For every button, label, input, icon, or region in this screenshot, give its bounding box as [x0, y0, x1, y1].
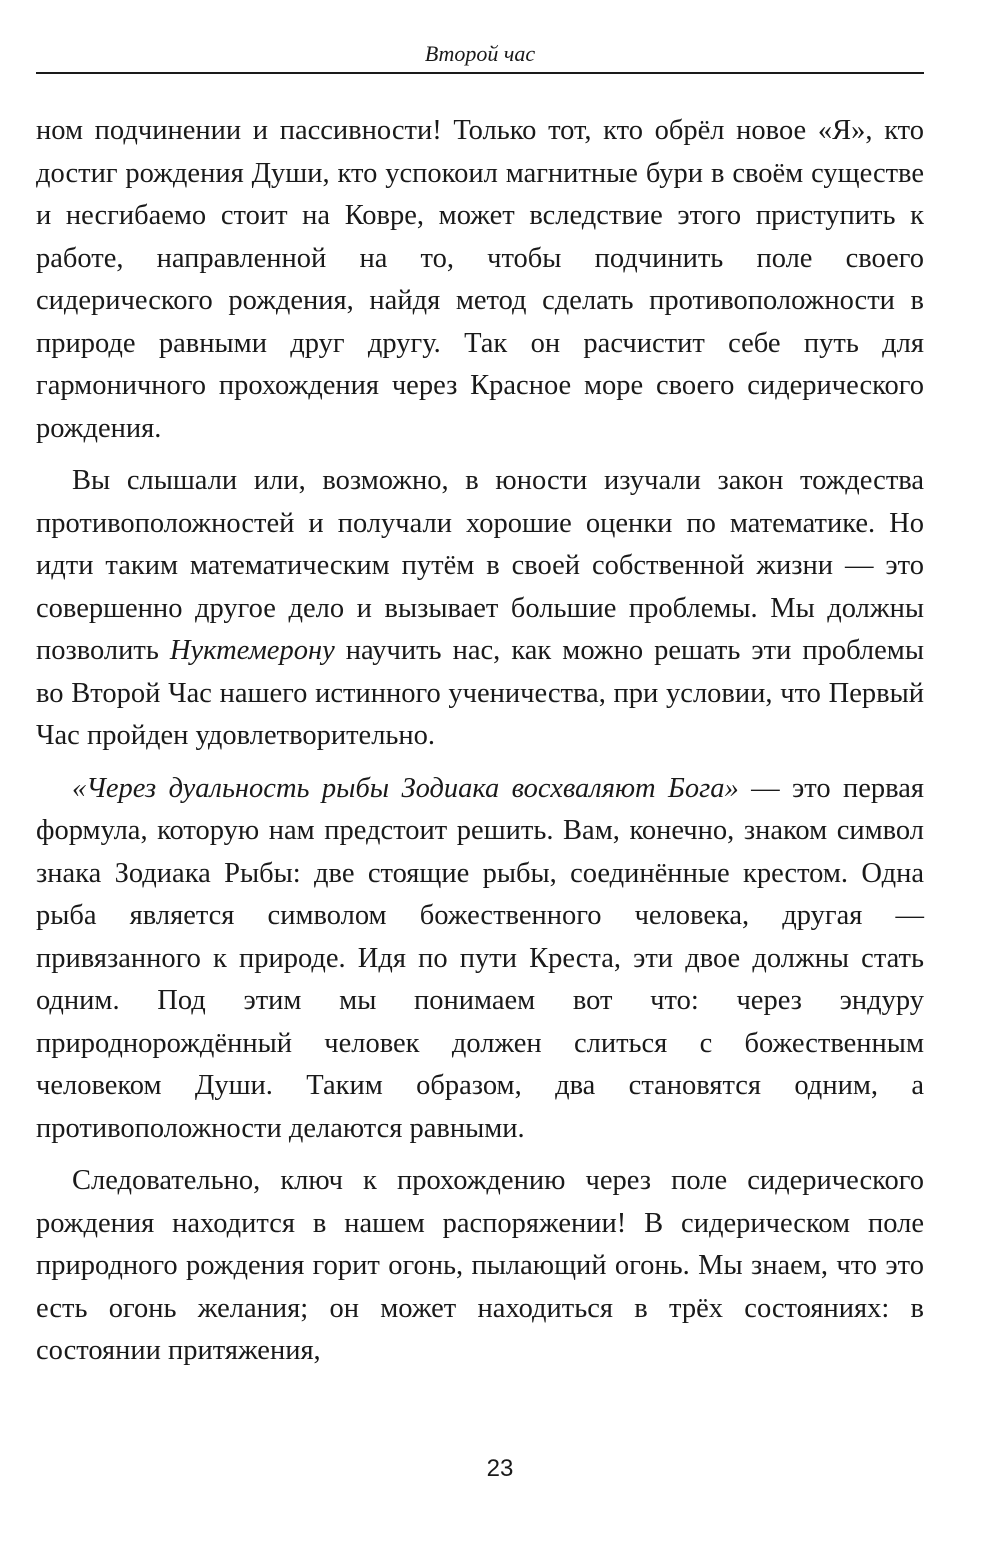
paragraph-2: [36, 460, 924, 758]
paragraph-3: [36, 768, 924, 1151]
paragraph-4-text: Следовательно, ключ к прохождению через поле сидерического рождения находится в нашем распоряжении! В сидерическом поле природного рождения горит огонь, пылающий огонь. Мы знаем, что это есть огонь желания; он может находиться в трёх состояниях: в состоянии притяжения,: [36, 1165, 924, 1366]
header-rule: [36, 72, 924, 74]
paragraph-1-text: ном подчинении и пассивности! Только тот, кто обрёл новое «Я», кто достиг рождения Души, кто успокоил магнитные бури в своём существе и несгибаемо стоит на Ковре, может вследствие этого приступить к работе, направленной на то, чтобы подчинить поле своего сидерического рождения, найдя метод сделать противоположности в природе равными друг другу. Так он расчистит себе путь для гармоничного прохождения через Красное море своего сидерического рождения.: [36, 115, 924, 444]
page-number: 23: [486, 1455, 514, 1482]
running-head: Второй час: [424, 41, 536, 66]
paragraph-4: [36, 1160, 924, 1373]
paragraph-2-emphasis: Нуктемерону: [169, 635, 335, 666]
paragraph-1: [36, 110, 924, 450]
paragraph-2-text-a: Вы слышали или, возможно, в юности изучали закон тождества противоположностей и получали хорошие оценки по математике. Но идти таким математическим путём в своей собственной жизни — это совершенно другое дело и вызывает большие проблемы. Мы должны позволить: [36, 465, 924, 666]
body-text: [36, 110, 924, 1373]
paragraph-3-text: — это первая формула, которую нам предстоит решить. Вам, конечно, знаком символ знака Зодиака Рыбы: две стоящие рыбы, соединённые крестом. Одна рыба является символом божественного человека, другая — привязанного к природе. Идя по пути Креста, эти двое должны стать одним. Под этим мы понимаем вот что: через эндуру природнорождённый человек должен слиться с божественным человеком Души. Таким образом, два становятся одним, а противоположности делаются равными.: [36, 772, 924, 1144]
paragraph-3-emphasis: «Через дуальность рыбы Зодиака восхваляют Бога»: [72, 772, 739, 804]
paragraph-2-text-b: научить нас, как можно решать эти проблемы во Второй Час нашего истинного ученичества, при условии, что Первый Час пройден удовлетворительно.: [36, 635, 924, 751]
